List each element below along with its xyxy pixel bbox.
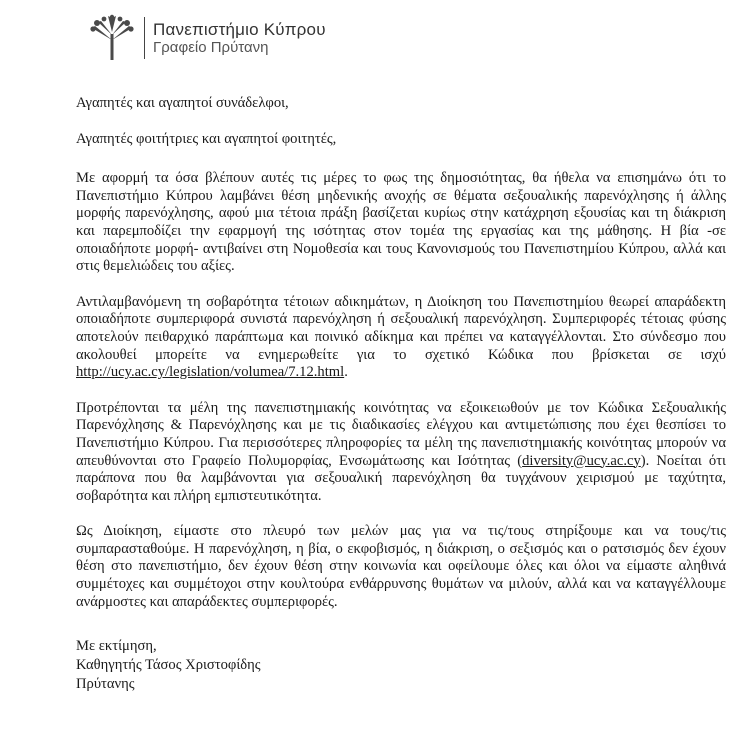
office-name: Γραφείο Πρύτανη bbox=[153, 39, 269, 57]
diversity-email-link[interactable]: diversity@ucy.ac.cy bbox=[522, 452, 641, 469]
letter-body bbox=[76, 95, 726, 694]
paragraph-4: Ως Διοίκηση, είμαστε στο πλευρό των μελών μας για να τις/τους στηρίξουμε και να τους/τις συμπαρασταθούμε. Η παρενόχληση, η βία, ο εκφοβισμός, η διάκριση, ο σεξισμός και ο ρατσισμός δεν έχουν θέση στο πανεπιστήμιο, δεν έχουν θέση στην κοινωνία και οφείλουμε όλες και όλοι να είμαστε αληθινά συμμέτοχες και συμμέτοχοι στην κουλτούρα ενθάρρυνσης θυμάτων να μιλούν, αλλά και να καταγγέλλουμε ανάρμοστες και απαράδεκτες συμπεριφορές. bbox=[76, 523, 726, 610]
paragraph-2-text: Αντιλαμβανόμενη τη σοβαρότητα τέτοιων αδικημάτων, η Διοίκηση του Πανεπιστημίου θεωρεί απαράδεκτη οποιαδήποτε συμπεριφορά συνιστά παρενόχληση ή σεξουαλική παρενόχληση. Συμπεριφορές τέτοιας φύσης αποτελούν πειθαρχικό παράπτωμα και ποινικό αδίκημα και πρέπει να καταγγέλλονται. Στο σύνδεσμο που ακολουθεί μπορείτε να ενημερωθείτε για το σχετικό Κώδικα που βρίσκεται σε ισχύ bbox=[76, 293, 726, 363]
letterhead bbox=[88, 14, 326, 62]
tree-logo-icon bbox=[88, 14, 136, 62]
university-name: Πανεπιστήμιο Κύπρου bbox=[153, 19, 326, 39]
legislation-link[interactable]: http://ucy.ac.cy/legislation/volumea/7.12.html bbox=[76, 364, 345, 381]
signatory-title: Πρύτανης bbox=[76, 676, 135, 693]
paragraph-2-end: . bbox=[344, 364, 348, 381]
paragraph-3-text: Προτρέπονται τα μέλη της πανεπιστημιακής κοινότητας να εξοικειωθούν με τον Κώδικα Σεξουαλικής Παρενόχλησης & Παρενόχλησης και με τις διαδικασίες ελέγχου και αντιμετώπισης που έχει θεσπίσει το Πανεπιστήμιο Κύπρου. Για περισσότερες πληροφορίες τα μέλη της πανεπιστημιακής κοινότητας μπορούν να απευθύνονται στο Γραφείο Πολυμορφίας, Ενσωμάτωσης και Ισότητας ( bbox=[76, 399, 726, 469]
greeting-students: Αγαπητές φοιτήτριες και αγαπητοί φοιτητές, bbox=[76, 130, 337, 147]
paragraph-2 bbox=[76, 294, 726, 382]
signatory-name: Καθηγητής Τάσος Χριστοφίδης bbox=[76, 657, 261, 674]
closing-salutation: Με εκτίμηση, bbox=[76, 638, 157, 655]
paragraph-1: Με αφορμή τα όσα βλέπουν αυτές τις μέρες το φως της δημοσιότητας, θα ήθελα να επισημάνω ότι το Πανεπιστήμιο Κύπρου λαμβάνει θέση μηδενικής ανοχής σε θέματα σεξουαλικής παρενόχλησης ή άλλης μορφής παρενόχλησης, αφού μια τέτοια πράξη βασίζεται κυρίως στην κατάχρηση εξουσίας και τη διάκριση και παρεμποδίζει την εφαρμογή της ισότητας στον τομέα της εργασίας και της μάθησης. Η βία -σε οποιαδήποτε μορφή- αντιβαίνει στη Νομοθεσία και τους Κανονισμούς του Πανεπιστημίου Κύπρου, αλλά και στις θεμελιώδεις του αξίες. bbox=[76, 170, 726, 275]
paragraph-3-end: ). Νοείται ότι παράπονα που θα λαμβάνονται για σεξουαλική παρενόχληση θα τυγχάνουν χειρισμού με ταχύτητα, σοβαρότητα και πλήρη εμπιστευτικότητα. bbox=[76, 452, 726, 504]
brand-divider bbox=[144, 17, 145, 59]
closing bbox=[76, 637, 726, 694]
brand-text bbox=[153, 20, 326, 57]
greeting-colleagues: Αγαπητές και αγαπητοί συνάδελφοι, bbox=[76, 95, 289, 111]
paragraph-3 bbox=[76, 400, 726, 506]
